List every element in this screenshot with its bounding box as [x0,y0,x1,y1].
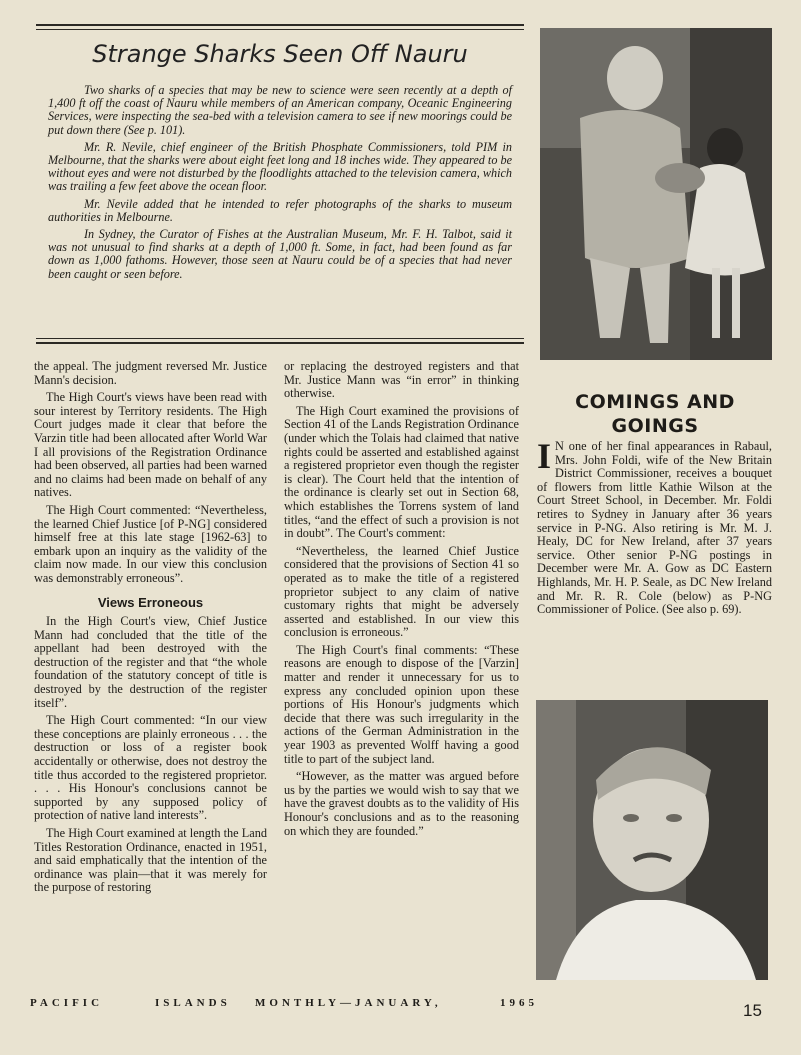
photo-foldi-bouquet-image [540,28,772,360]
comings-goings-title [540,390,770,438]
article-paragraph: In the High Court's view, Chief Justice Mann had concluded that the title of the appellant had been destroyed with the destruction of the register and that “the whole foundation of the statutory concept of title is destroyed by the destruction of the register itself”. [34,614,267,710]
article-column-1 [34,360,267,899]
article-paragraph: The High Court's views have been read with sour interest by Territory residents. The High Court judges made it clear that before the Varzin title had been allocated after World War I all provisions of the Registration Ordinance had been observed, all parties had been warned and no claims had been made on behalf of any natives. [34,390,267,500]
box-bottom-rule-thick [36,342,524,344]
photo-cole-portrait [536,700,768,980]
subheading-views-erroneous: Views Erroneous [97,594,204,610]
boxed-article-body [48,84,512,285]
footer-year: 1965 [500,997,538,1009]
boxed-paragraph: Two sharks of a species that may be new to science were seen recently at a depth of 1,400 ft off the coast of Nauru while members of an American company, Oceanic Engineering Services, were inspecting the sea-bed with a television camera to see if new moorings could be put down there (See p. 101). [48,83,512,137]
boxed-paragraph: Mr. R. Nevile, chief engineer of the British Phosphate Commissioners, told PIM in Melbourne, that the sharks were about eight feet long and 18 inches wide. They appeared to be without eyes and were not disturbed by the floodlights attached to the television camera, which was trailing a few feet above the ocean floor. [48,139,512,194]
article-paragraph: the appeal. The judgment reversed Mr. Justice Mann's decision. [34,359,267,387]
article-paragraph: The High Court examined at length the Land Titles Restoration Ordinance, enacted in 1951, and said emphatically that the intention of the ordinance was plain—that it was merely for the purpose of restoring [34,826,267,895]
footer-publication-word: PACIFIC [30,997,104,1009]
article-paragraph: or replacing the destroyed registers and that Mr. Justice Mann was “in error” in thinking otherwise. [284,359,519,401]
article-paragraph: The High Court's final comments: “These reasons are enough to dispose of the [Varzin] matter and render it unnecessary for us to express any concluded opinion upon these portions of His Honour's judgments which decide that there was such irregularity in the actions of the German Administration in the year 1903 as prevented Wolff having a good title to part of the subject land. [284,642,519,766]
drop-cap: I [537,436,552,476]
box-top-rule-inner [36,29,524,30]
page-number: 15 [743,1001,762,1020]
footer-issue-date: MONTHLY—JANUARY, [255,997,442,1009]
boxed-article-title: Strange Sharks Seen Off Nauru [92,40,468,68]
box-bottom-rule [36,338,524,339]
article-column-2 [284,360,519,842]
comings-goings-body [537,436,772,617]
article-paragraph: The High Court commented: “In our view these conceptions are plainly erroneous . . . the destruction or loss of a register book accidentally or otherwise, does not destroy the title thus accorded to the registered proprietor. . . . His Honour's conclusions cannot be supported by any supposed policy of protection of native land interests”. [34,713,267,823]
article-paragraph: “However, as the matter was argued before us by the parties we would wish to say that we have the gravest doubts as to the validity of His Honour's conclusions and as to the reasoning on which they are founded.” [284,769,519,838]
boxed-paragraph: Mr. Nevile added that he intended to refer photographs of the sharks to museum authorities in Melbourne. [48,196,512,224]
footer-publication-word: ISLANDS [155,997,231,1009]
boxed-paragraph: In Sydney, the Curator of Fishes at the Australian Museum, Mr. F. H. Talbot, said it was not unusual to find sharks at a depth of 1,000 ft. Some, in fact, had been found as far down as 1,000 fathoms. However, those seen at Nauru could be of a species that had never been caught or seen before. [48,227,512,281]
comings-goings-title-line: COMINGS AND [575,391,735,413]
comings-goings-title-line: GOINGS [611,415,699,437]
box-top-rule [36,24,524,26]
article-paragraph: The High Court commented: “Nevertheless, the learned Chief Justice [of P-NG] considered himself free at this late stage [1962-63] to embark upon an inquiry as the validity of the claim now made. In our view this conclusion was demonstrably erroneous”. [34,502,267,585]
photo-cole-portrait-image [536,700,768,980]
article-paragraph: The High Court examined the provisions of Section 41 of the Lands Registration Ordinance (under which the Tolais had claimed that native rights could be asserted and established against a registered proprietor even though the register is clear). The Court held that the intention of the ordinance is clearly set out in Section 68, which establishes the Torrens system of land titles, “and the effect of such a provision is not in doubt”. The Court's comment: [284,403,519,541]
comings-goings-text: N one of her final appearances in Rabaul, Mrs. John Foldi, wife of the New Britain District Commissioner, receives a bouquet of flowers from little Kathie Wilson at the Court Street School, in December. Mr. Foldi retires to Sydney in January after 36 years service in P-NG. Also retiring is Mr. M. J. Healy, DC for New Ireland, after 37 years service. Other senior P-NG postings in December were Mr. A. Gow as DC Eastern Highlands, Mr. H. P. Seale, as DC New Ireland and Mr. R. R. Cole (below) as P-NG Commissioner of Police. (See also p. 69). [537,439,772,617]
article-paragraph: “Nevertheless, the learned Chief Justice considered that the provisions of Section 41 so operated as to make the title of a registered proprietor subject to any claim of native customary rights that might be adversely asserted and established. In our view this conclusion is erroneous.” [284,543,519,640]
photo-foldi-bouquet [540,28,772,360]
